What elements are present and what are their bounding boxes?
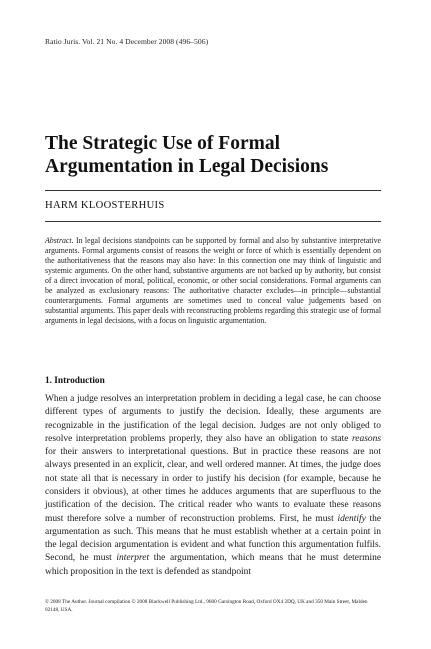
abstract [45, 236, 381, 326]
body-text-part-2: for their answers to interpretational questions. But in practice these reasons are not always presented in an explicit, clear, and well ordered manner. At times, the judge does not state all that is necessary in order to justify his decision (for example, because he considers it obvious), at other times he adduces arguments that are superfluous to the justification of the decision. The critical reader who wants to evaluate these reasons must therefore solve a number of reconstruction problems. First, he must [45, 447, 381, 524]
body-paragraph [45, 393, 381, 579]
body-text-part-1: When a judge resolves an interpretation problem in deciding a legal case, he can choose different types of arguments to justify the decision. Ideally, these arguments are recognizable in the justification of the legal decision. Judges are not only obliged to resolve interpretation problems properly, they also have an obligation to state [45, 394, 381, 444]
journal-reference: Ratio Juris. Vol. 21 No. 4 December 2008 (496–506) [45, 37, 209, 46]
section-heading: 1. Introduction [45, 376, 105, 386]
copyright-footer: © 2008 The Author. Journal compilation © 2008 Blackwell Publishing Ltd., 9600 Garsington Road, Oxford OX4 2DQ, UK and 350 Main Street, Malden 02148, USA. [45, 599, 368, 613]
title-line-2: Argumentation in Legal Decisions [45, 155, 329, 177]
paper-title [45, 133, 385, 178]
title-divider-bottom [45, 221, 381, 222]
emphasis-identify: identify [337, 513, 366, 524]
title-divider-top [45, 190, 381, 191]
body-text-part-3: the argumentation as such. This means that he must establish whether at a certain point in the legal decision argumentation is evident and what function this argumentation fulfils. Second, he must [45, 513, 382, 564]
author-name: HARM KLOOSTERHUIS [45, 200, 165, 211]
abstract-label: Abstract. [45, 236, 74, 245]
body-text-part-4: the argumentation, which means that he must determine which proposition in the text is defended as standpoint [45, 553, 382, 577]
abstract-text: In legal decisions standpoints can be supported by formal and also by substantive interpretative arguments. Formal arguments consist of reasons the weight or force of which is essentially dependent on the authoritativeness that the reasons may also have: In this connection one may think of linguistic and systemic arguments. On the other hand, substantive arguments are not backed up by authority, but consist of a direct invocation of moral, political, economic, or other social considerations. Formal arguments can be analyzed as exclusionary reasons: The authoritative character excludes—in principle—substantial counterarguments. Formal arguments are sometimes used to conceal value judgements based on substantial arguments. This paper deals with reconstructing problems regarding this strategic use of formal arguments in legal decisions, with a focus on linguistic argumentation. [45, 236, 381, 326]
emphasis-reasons: reasons [351, 433, 381, 444]
emphasis-interpret: interpret [116, 553, 150, 564]
title-line-1: The Strategic Use of Formal [45, 133, 281, 154]
